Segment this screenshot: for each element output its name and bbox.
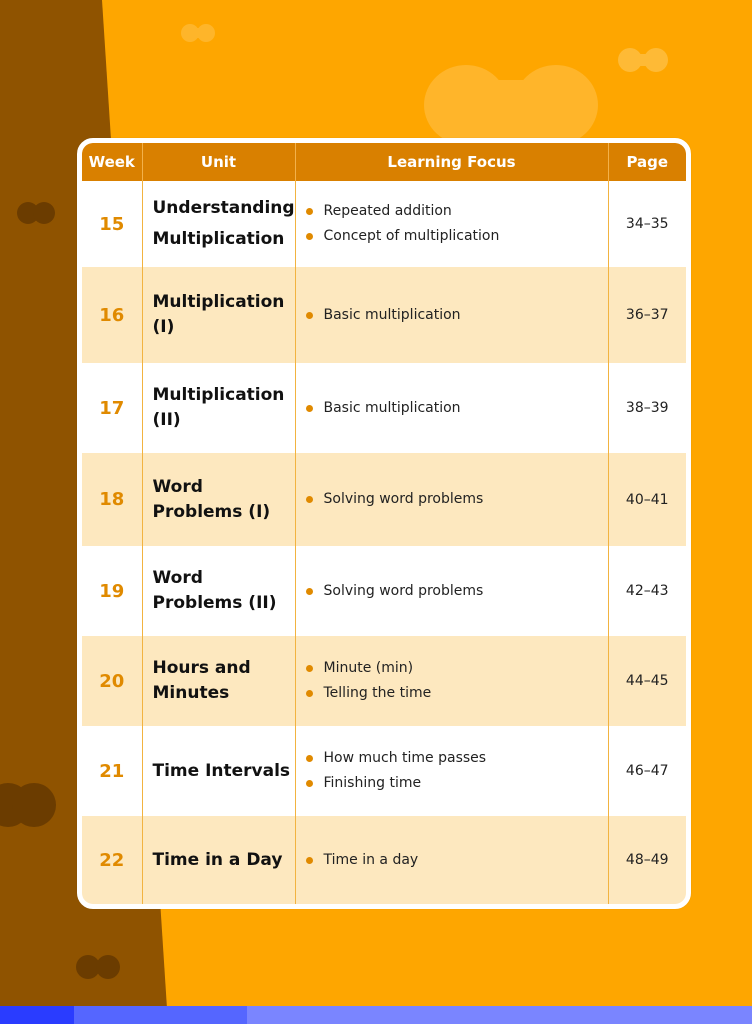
heart-blob [424, 65, 598, 145]
table-row [82, 726, 686, 816]
focus-item: Concept of multiplication [306, 224, 608, 249]
learning-focus [295, 363, 608, 453]
focus-item: Basic multiplication [306, 303, 608, 328]
unit-title: Understanding Multiplication [142, 181, 295, 267]
week-number: 21 [82, 726, 142, 816]
table-header-row [82, 143, 686, 181]
bottom-color-bar [0, 1006, 752, 1024]
focus-item: Solving word problems [306, 487, 608, 512]
header-unit: Unit [142, 143, 295, 181]
table-row [82, 267, 686, 363]
page-range: 46–47 [608, 726, 686, 816]
focus-item: Basic multiplication [306, 396, 608, 421]
week-number: 15 [82, 181, 142, 267]
table-row [82, 181, 686, 267]
focus-item: Telling the time [306, 681, 608, 706]
week-number: 19 [82, 546, 142, 636]
focus-item: Finishing time [306, 771, 608, 796]
table-row [82, 816, 686, 904]
bottom-bar-segment [74, 1006, 247, 1024]
page-range: 44–45 [608, 636, 686, 726]
learning-focus [295, 816, 608, 904]
curriculum-table-card [77, 138, 691, 909]
table-row [82, 636, 686, 726]
week-number: 18 [82, 453, 142, 546]
page-range: 38–39 [608, 363, 686, 453]
week-number: 16 [82, 267, 142, 363]
table-row [82, 546, 686, 636]
unit-title: Multiplication (I) [142, 267, 295, 363]
unit-title: Word Problems (I) [142, 453, 295, 546]
table-row [82, 363, 686, 453]
table-row [82, 453, 686, 546]
focus-item: Time in a day [306, 848, 608, 873]
learning-focus [295, 726, 608, 816]
bottom-bar-segment [0, 1006, 74, 1024]
unit-title: Time in a Day [142, 816, 295, 904]
header-week: Week [82, 143, 142, 181]
focus-item: How much time passes [306, 746, 608, 771]
week-number: 20 [82, 636, 142, 726]
bone-shape-top [181, 24, 215, 42]
week-number: 17 [82, 363, 142, 453]
unit-title: Hours and Minutes [142, 636, 295, 726]
unit-title: Time Intervals [142, 726, 295, 816]
page-range: 34–35 [608, 181, 686, 267]
focus-item: Repeated addition [306, 199, 608, 224]
learning-focus [295, 267, 608, 363]
learning-focus [295, 181, 608, 267]
week-number: 22 [82, 816, 142, 904]
header-page: Page [608, 143, 686, 181]
learning-focus [295, 453, 608, 546]
page-range: 40–41 [608, 453, 686, 546]
page-range: 48–49 [608, 816, 686, 904]
learning-focus [295, 636, 608, 726]
focus-item: Minute (min) [306, 656, 608, 681]
bone-shape-left-large [0, 783, 56, 827]
unit-title: Multiplication (II) [142, 363, 295, 453]
unit-title: Word Problems (II) [142, 546, 295, 636]
bone-shape-top-right [618, 48, 668, 72]
curriculum-table [82, 143, 686, 904]
learning-focus [295, 546, 608, 636]
page-range: 42–43 [608, 546, 686, 636]
bottom-bar-segment [247, 1006, 752, 1024]
focus-item: Solving word problems [306, 579, 608, 604]
page-range: 36–37 [608, 267, 686, 363]
header-learning-focus: Learning Focus [295, 143, 608, 181]
